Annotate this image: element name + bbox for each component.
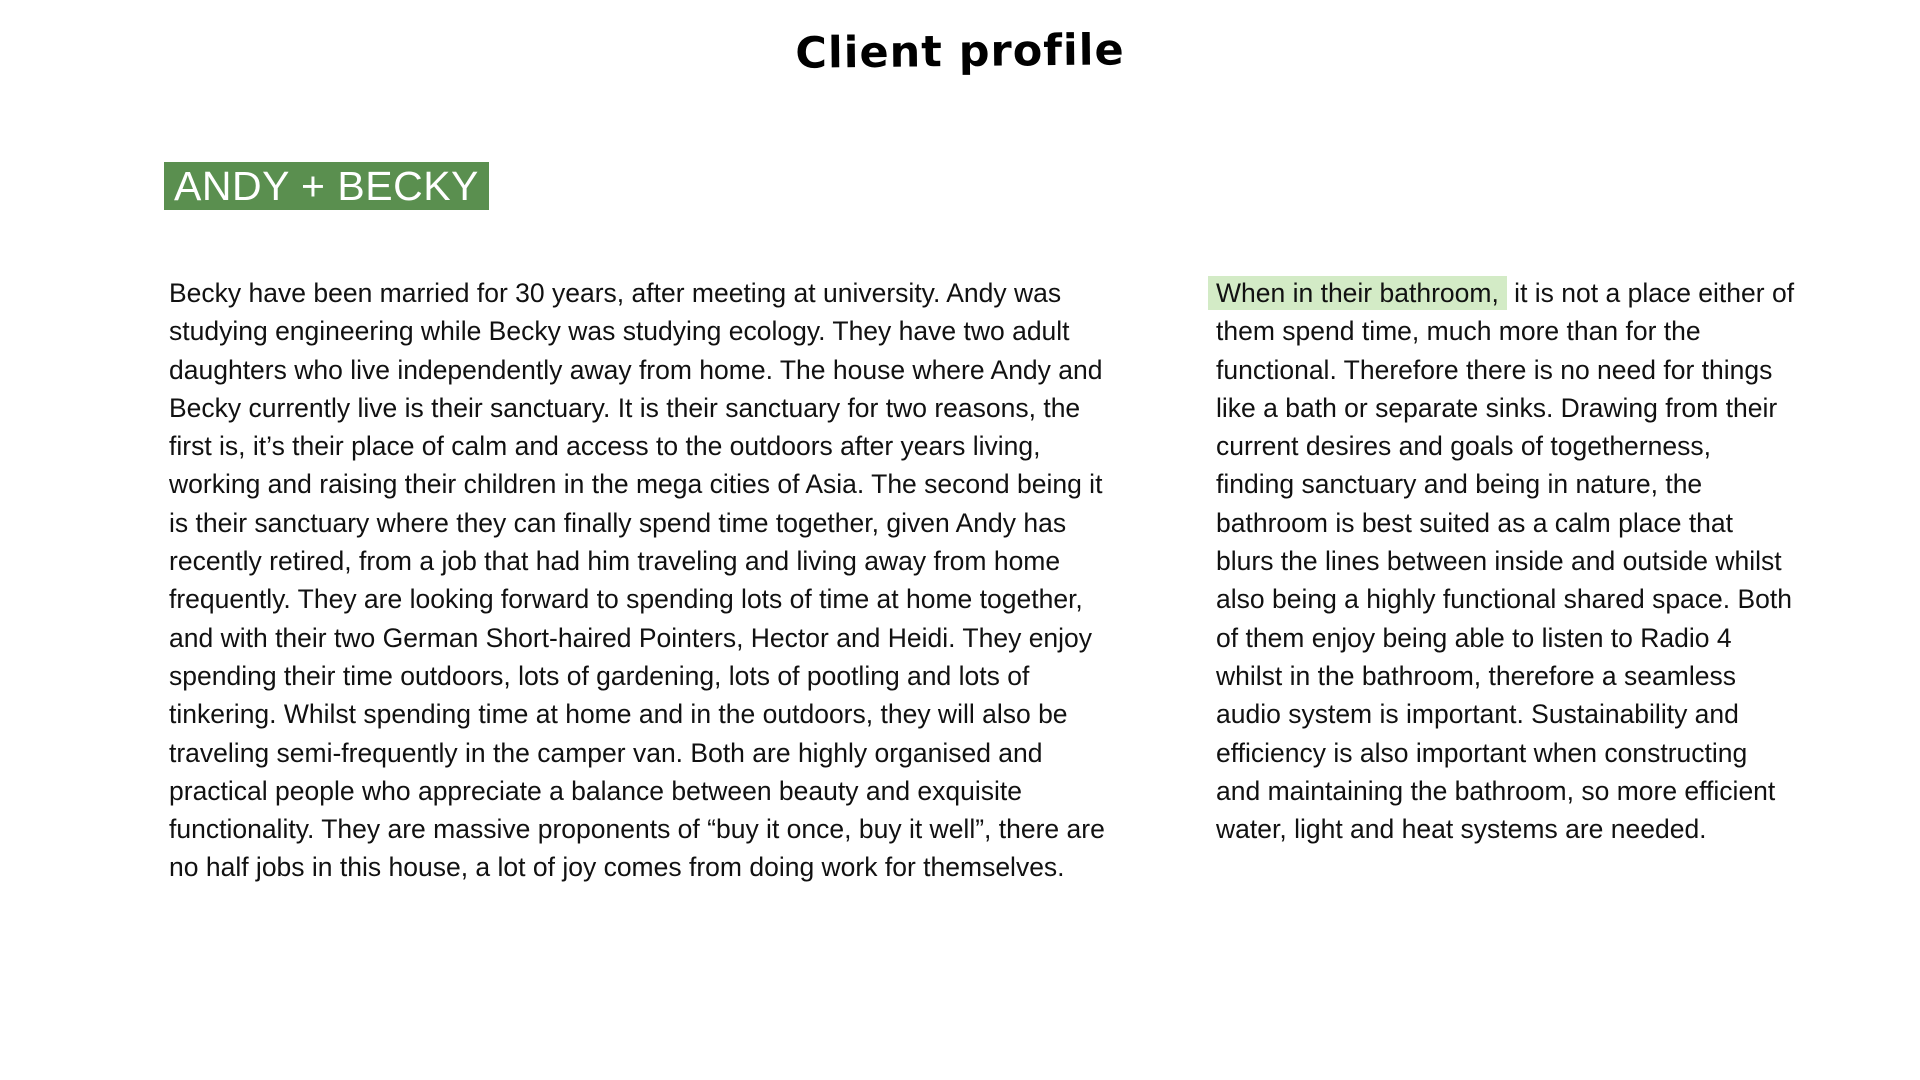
profile-left-text: Becky have been married for 30 years, after meeting at university. Andy was studying engineering while Becky was studying ecology. They have two adult daughters who live independently away from home. The house where Andy and Becky currently live is their sanctuary. It is their sanctuary for two reasons, the first is, it’s their place of calm and access to the outdoors after years living, working and raising their children in the mega cities of Asia. The second being it is their sanctuary where they can finally spend time together, given Andy has recently retired, from a job that had him traveling and living away from home frequently. They are looking forward to spending lots of time at home together, and with their two German Short-haired Pointers, Hector and Heidi. They enjoy spending their time outdoors, lots of gardening, lots of pootling and lots of tinkering. Whilst spending time at home and in the outdoors, they will also be traveling semi-frequently in the camper van. Both are highly organised and practical people who appreciate a balance between beauty and exquisite functionality. They are massive proponents of “buy it once, buy it well”, there are no half jobs in this house, a lot of joy comes from doing work for themselves. xyxy=(169,278,1105,883)
profile-right-column xyxy=(1216,274,1796,848)
page-title: Client profile xyxy=(795,25,1125,79)
client-name-label: ANDY + BECKY xyxy=(164,162,489,210)
profile-left-column xyxy=(169,274,1109,887)
profile-right-text: it is not a place either of them spend time, much more than for the functional. Therefore there is no need for things like a bath or separate sinks. Drawing from their current desires and goals of togetherness, finding sanctuary and being in nature, the bathroom is best suited as a calm place that blurs the lines between inside and outside whilst also being a highly functional shared space. Both of them enjoy being able to listen to Radio 4 whilst in the bathroom, therefore a seamless audio system is important. Sustainability and efficiency is also important when constructing and maintaining the bathroom, so more efficient water, light and heat systems are needed. xyxy=(1216,278,1795,845)
highlighted-phrase: When in their bathroom, xyxy=(1208,276,1507,310)
